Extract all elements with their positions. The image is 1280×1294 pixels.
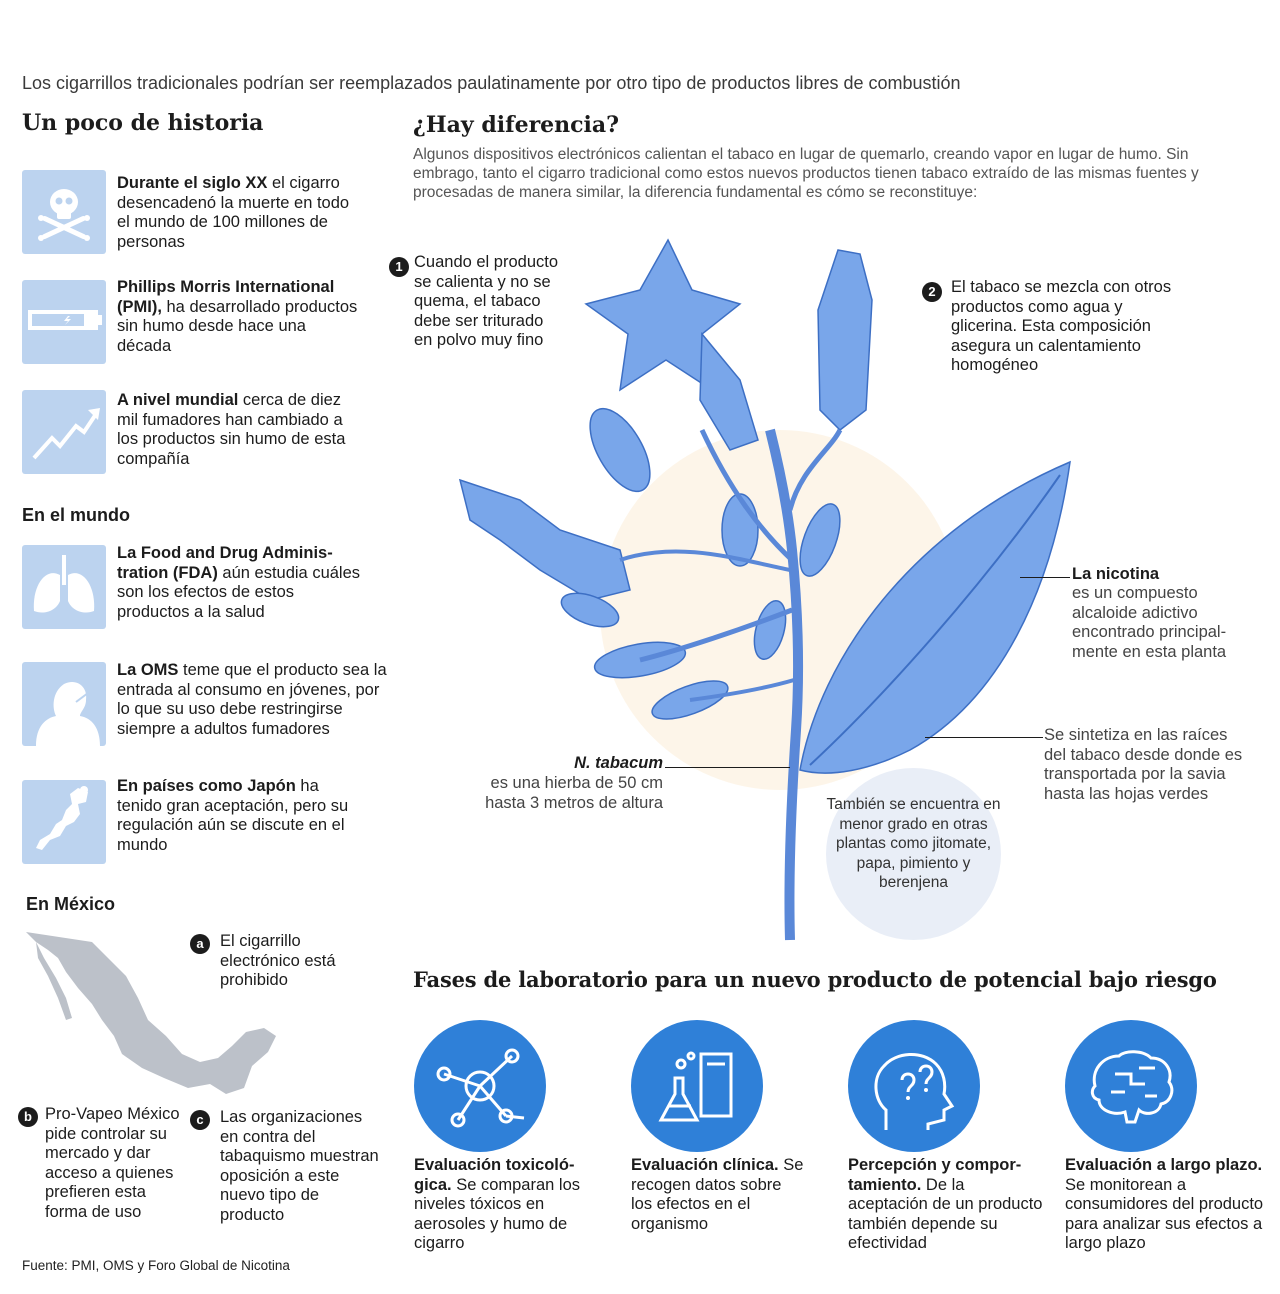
- mexico-note-c-text: Las organizaciones en contra del tabaquismo muestran oposición a este nuevo tipo de producto: [220, 1108, 379, 1224]
- world-item-3-body: ha tenido gran aceptación, pero su regulación aún se discute en el mundo: [117, 777, 349, 854]
- mexico-note-c: [190, 1108, 390, 1225]
- phase-4-bold: Evaluación a largo plazo.: [1065, 1156, 1263, 1174]
- skull-crossbones-icon: [22, 170, 106, 254]
- badge-step-2: 2: [922, 282, 942, 302]
- difference-lead: Algunos dispositivos electrónicos calientan el tabaco en lugar de quemarlo, creando vapor en lugar de humo. Sin embrago, tanto el cigarro tradicional como estos nuevos productos tienen tabaco extraído de las mismas fuentes y procesadas de manera similar, la diferencia fundamental es cómo se reconstituye:: [413, 146, 1199, 201]
- trend-up-icon: [22, 390, 106, 474]
- history-item-1-bold: Durante el siglo XX: [117, 174, 268, 192]
- world-item-3-text: [117, 777, 362, 855]
- world-item-2-bold: La OMS: [117, 661, 179, 679]
- other-plants-text: También se encuentra en menor grado en otras plantas como jitomate, papa, pimiento y berenjena: [826, 796, 1001, 891]
- molecule-icon: [414, 1020, 546, 1152]
- phase-2-bold: Evaluación clínica.: [631, 1156, 779, 1174]
- lab-flask-icon: [631, 1020, 763, 1152]
- history-item-2-bold: Phillips Morris International (PMI),: [117, 278, 335, 316]
- history-item-1-text: [117, 174, 357, 252]
- species-text: es una hierba de 50 cm hasta 3 metros de altura: [485, 774, 663, 812]
- phase-3-bold: Percepción y compor-tamiento.: [848, 1156, 1022, 1194]
- world-item-1-body: aún estudia cuáles son los efectos de estos productos a la salud: [117, 563, 361, 621]
- world-title: En el mundo: [22, 505, 130, 525]
- species-name: N. tabacum: [574, 754, 663, 772]
- world-item-2-body: teme que el producto sea la entrada al consumo en jóvenes, por lo que su uso debe restringirse siempre a adultos fumadores: [117, 661, 387, 738]
- head-questions-icon: [848, 1020, 980, 1152]
- history-item-2-text: [117, 278, 362, 356]
- history-title: Un poco de historia: [22, 110, 264, 136]
- source-note: Fuente: PMI, OMS y Foro Global de Nicotina: [22, 1258, 290, 1273]
- mexico-note-b-text: Pro-Vapeo México pide controlar su mercado y dar acceso a quienes prefieren esta forma de uso: [45, 1105, 180, 1221]
- world-item-2-text: [117, 661, 392, 739]
- roots-leader: [925, 737, 1043, 738]
- mexico-note-a-text: El cigarrillo electrónico está prohibido: [220, 932, 336, 989]
- mexico-note-a: [190, 932, 350, 991]
- lungs-icon: [22, 545, 106, 629]
- badge-a: a: [190, 934, 210, 954]
- battery-icon: [22, 280, 106, 364]
- species-leader: [665, 767, 790, 768]
- mexico-note-b: [18, 1105, 188, 1222]
- badge-step-1: 1: [389, 257, 409, 277]
- nicotine-title: La nicotina: [1072, 565, 1160, 583]
- world-item-1-text: [117, 544, 362, 622]
- japan-map-icon: [22, 780, 106, 864]
- nicotine-leader: [1020, 577, 1070, 578]
- phase-4-body: Se monitorean a consumidores del producto para analizar sus efectos a largo plazo: [1065, 1175, 1264, 1252]
- history-item-3-bold: A nivel mundial: [117, 391, 239, 409]
- phase-3-body: De la aceptación de un producto también depende su efectividad: [848, 1175, 1043, 1252]
- world-item-3-bold: En países como Japón: [117, 777, 296, 795]
- phase-2-body: Se recogen datos sobre los efectos en el organismo: [631, 1156, 804, 1233]
- brain-icon: [1065, 1020, 1197, 1152]
- badge-c: c: [190, 1110, 210, 1130]
- difference-title: ¿Hay diferencia?: [413, 112, 620, 138]
- badge-b: b: [18, 1107, 38, 1127]
- intro-text: Los cigarrillos tradicionales podrían ser reemplazados paulatinamente por otro tipo de productos libres de combustión: [22, 73, 961, 93]
- phase-1-body: Se comparan los niveles tóxicos en aerosoles y humo de cigarro: [414, 1175, 581, 1252]
- step-2-text: El tabaco se mezcla con otros productos como agua y glicerina. Esta composición asegura un calentamiento homogéneo: [951, 278, 1172, 374]
- history-item-1-body: el cigarro desencadenó la muerte en todo el mundo de 100 millones de personas: [117, 174, 350, 251]
- phase-1-text: [414, 1156, 604, 1254]
- step-1: [389, 253, 559, 351]
- history-item-2-body: ha desarrollado productos sin humo desde hace una década: [117, 297, 358, 355]
- phases-title: Fases de laboratorio para un nuevo producto de potencial bajo riesgo: [413, 967, 1217, 992]
- step-1-text: Cuando el producto se calienta y no se quema, el tabaco debe ser triturado en polvo muy fino: [414, 253, 559, 349]
- step-2: [922, 278, 1182, 376]
- phase-3-text: [848, 1156, 1043, 1254]
- history-item-3-body: cerca de diez mil fumadores han cambiado a los productos sin humo de esta compañía: [117, 391, 346, 468]
- roots-text: Se sintetiza en las raíces del tabaco desde donde es transportada por la savia hasta las hojas verdes: [1044, 726, 1243, 803]
- young-smoker-icon: [22, 662, 106, 746]
- nicotine-text: es un compuesto alcaloide adictivo encontrado principal-mente en esta planta: [1072, 584, 1227, 661]
- phase-4-text: [1065, 1156, 1265, 1254]
- phase-1-bold: Evaluación toxicoló-gica.: [414, 1156, 575, 1194]
- mexico-title: En México: [26, 894, 116, 914]
- world-item-1-bold: La Food and Drug Adminis-tration (FDA): [117, 544, 333, 582]
- history-item-3-text: [117, 391, 362, 469]
- phase-2-text: [631, 1156, 806, 1234]
